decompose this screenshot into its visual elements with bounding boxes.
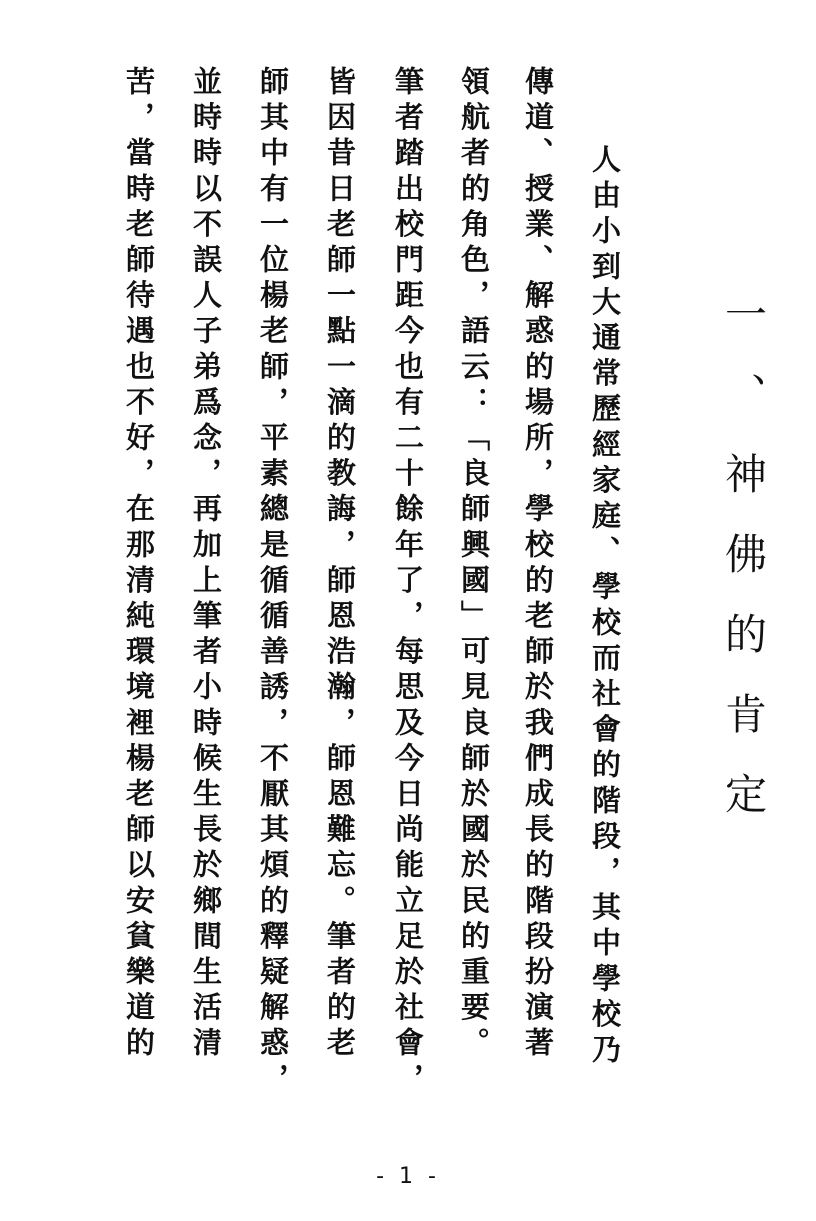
body-column-8: 苦，當時老師待遇也不好，在那清純環境裡楊老師以安貧樂道的 (122, 66, 156, 1063)
body-column-2: 傳道、授業、解惑的場所，學校的老師於我們成長的階段扮演著 (521, 66, 555, 1063)
body-column-1: 人由小到大通常歷經家庭、學校而社會的階段，其中學校乃 (588, 144, 622, 1070)
body-column-4: 筆者踏出校門距今也有二十餘年了，每思及今日尚能立足於社會， (391, 66, 425, 1099)
body-column-7: 並時時以不誤人子弟爲念，再加上筆者小時候生長於鄉間生活清 (189, 66, 223, 1063)
chapter-title: 一、神佛的肯定 (719, 292, 768, 852)
body-column-3: 領航者的角色，語云：「良師興國」可見良師於國於民的重要。 (457, 66, 491, 1063)
body-column-6: 師其中有一位楊老師，平素總是循循善誘，不厭其煩的釋疑解惑， (256, 66, 290, 1099)
body-column-5: 皆因昔日老師一點一滴的教誨，師恩浩瀚，師恩難忘。筆者的老 (323, 66, 357, 1063)
page-number: - 1 - (376, 1164, 440, 1189)
